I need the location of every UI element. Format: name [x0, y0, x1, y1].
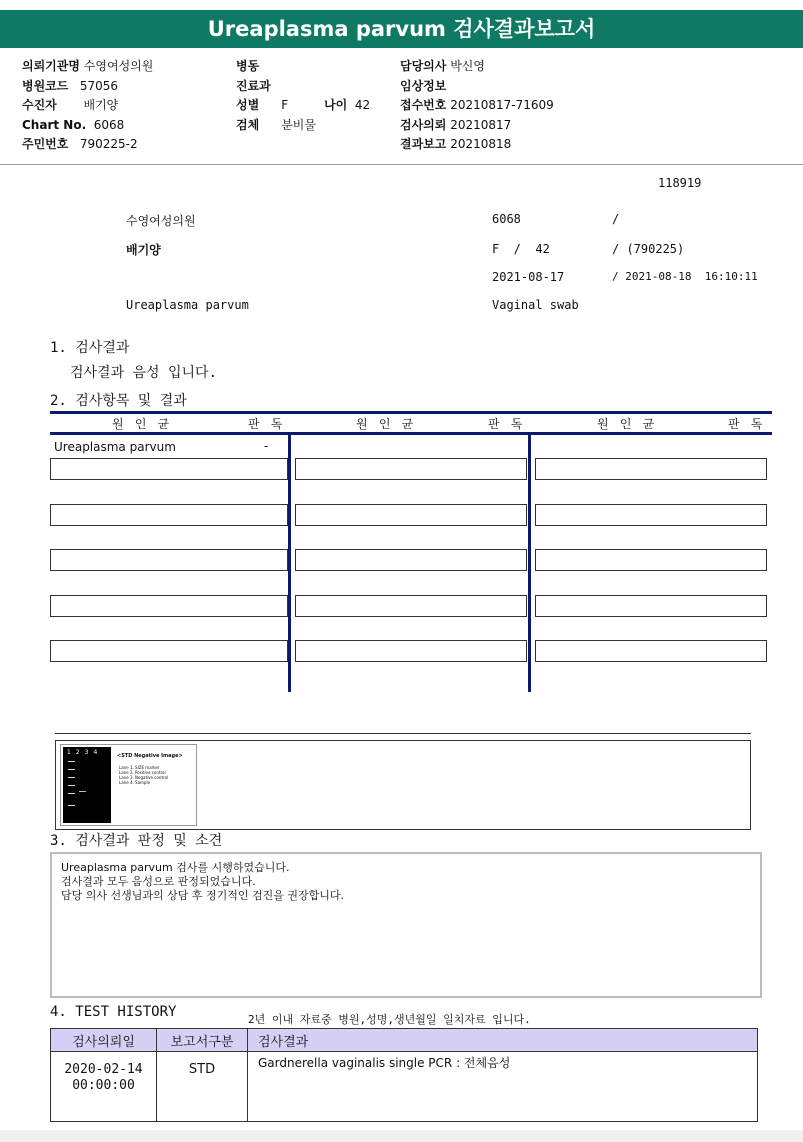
- label-requesting-institution: 의뢰기관명: [22, 59, 80, 73]
- history-header-type: 보고서구분: [157, 1029, 248, 1052]
- value-report-date: 20210818: [450, 137, 512, 151]
- gel-lane-numbers: 1234: [67, 749, 103, 756]
- section1-result: 검사결과 음성 입니다.: [70, 365, 218, 381]
- label-age: 나이: [324, 98, 348, 112]
- value-doctor: 박신영: [450, 59, 485, 73]
- section1-title: 1. 검사결과: [50, 340, 130, 356]
- image-area-rule: [55, 733, 751, 734]
- result-cell: [535, 549, 767, 571]
- info-test-name: Ureaplasma parvum: [126, 298, 249, 312]
- column-divider-1: [288, 432, 291, 692]
- result-cell: [295, 640, 527, 662]
- label-specimen: 검체: [236, 117, 260, 132]
- gel-band: [68, 805, 75, 806]
- result-cell: [295, 504, 527, 526]
- result-cell: [295, 549, 527, 571]
- label-report-date: 결과보고: [400, 137, 447, 151]
- history-header-result: 검사결과: [248, 1029, 758, 1052]
- gel-band: [79, 791, 86, 792]
- value-hospital-code: 57056: [79, 78, 119, 93]
- value-sex: F: [281, 98, 289, 112]
- info-request-date: 2021-08-17: [492, 270, 565, 284]
- result-cell: [295, 595, 527, 617]
- info-specimen: Vaginal swab: [492, 298, 579, 312]
- value-patient: 배기양: [83, 98, 119, 112]
- history-date: 2020-02-14 00:00:00: [51, 1052, 157, 1122]
- label-chart-no: Chart No.: [22, 117, 87, 132]
- label-clinical-info: 임상정보: [400, 78, 447, 93]
- col-pathogen-2: 원 인 균: [356, 417, 416, 431]
- header-left: [22, 57, 153, 155]
- info-chart: 6068: [492, 212, 521, 226]
- col-pathogen-1: 원 인 균: [112, 417, 172, 431]
- result-cell: [50, 458, 288, 480]
- column-divider-2: [528, 432, 531, 692]
- label-resident-no: 주민번호: [22, 137, 69, 151]
- result-cell: [295, 458, 527, 480]
- history-table: [50, 1028, 758, 1122]
- opinion-line: Ureaplasma parvum 검사를 시행하였습니다.: [61, 861, 290, 874]
- section3-title: 3. 검사결과 판정 및 소견: [50, 833, 223, 849]
- result-cell: [50, 595, 288, 617]
- label-hospital-code: 병원코드: [22, 78, 69, 93]
- report-id: 118919: [658, 176, 702, 190]
- table-row: [51, 1052, 758, 1122]
- header-mid: [236, 57, 370, 135]
- label-sex: 성별: [236, 98, 260, 112]
- result-cell: [535, 640, 767, 662]
- item-ureaplasma-result: -: [264, 439, 269, 453]
- page-footer: [0, 1130, 803, 1142]
- gel-band: [68, 761, 75, 762]
- value-reception-no: 20210817-71609: [450, 98, 554, 112]
- info-patient: 배기양: [126, 243, 161, 257]
- info-clinic: 수영여성의원: [126, 214, 196, 228]
- header-divider: [0, 164, 803, 165]
- history-result: Gardnerella vaginalis single PCR : 전체음성: [248, 1052, 758, 1122]
- gel-band: [68, 785, 75, 786]
- gel-legend: Lane 1. SIZE marker Lane 2. Positive control Lane 3. Negative control Lane 4. Sample: [119, 765, 169, 785]
- info-sex-age: F / 42: [492, 242, 550, 256]
- section2-title: 2. 검사항목 및 결과: [50, 393, 187, 409]
- col-pathogen-3: 원 인 균: [597, 417, 657, 431]
- opinion-box: [50, 852, 762, 998]
- value-chart-no: 6068: [93, 117, 125, 132]
- gel-band: [68, 769, 75, 770]
- info-report-datetime: / 2021-08-18 16:10:11: [612, 270, 758, 283]
- result-cell: [50, 549, 288, 571]
- result-cell: [50, 640, 288, 662]
- label-doctor: 담당의사: [400, 59, 447, 73]
- value-request-date: 20210817: [450, 117, 512, 132]
- history-note: 2년 이내 자료중 병원,성명,생년월일 일치자료 입니다.: [248, 1013, 531, 1026]
- table-top-border: [50, 411, 772, 414]
- value-age: 42: [354, 98, 371, 112]
- label-request-date: 검사의뢰: [400, 117, 447, 132]
- gel-band: [68, 777, 75, 778]
- info-birth: / (790225): [612, 242, 685, 256]
- result-cell: [50, 504, 288, 526]
- item-ureaplasma-parvum: Ureaplasma parvum: [54, 440, 176, 454]
- value-resident-no: 790225-2: [79, 137, 138, 151]
- opinion-line: 검사결과 모두 음성으로 판정되었습니다.: [61, 875, 256, 888]
- gel-image-title: <STD Negative Image>: [117, 753, 183, 759]
- table-header-border: [50, 432, 772, 435]
- result-cell: [535, 504, 767, 526]
- header-right: [400, 57, 554, 155]
- value-specimen: 분비물: [281, 117, 316, 132]
- col-judge-3: 판 독: [728, 417, 765, 431]
- history-header-date: 검사의뢰일: [51, 1029, 157, 1052]
- opinion-line: 담당 의사 선생님과의 상담 후 정기적인 검진을 권장합니다.: [61, 889, 344, 902]
- report-title: Ureaplasma parvum 검사결과보고서: [0, 10, 803, 48]
- gel-image: [60, 744, 197, 826]
- result-cell: [535, 458, 767, 480]
- result-cell: [535, 595, 767, 617]
- col-judge-2: 판 독: [488, 417, 525, 431]
- label-patient: 수진자: [22, 98, 57, 112]
- label-department: 진료과: [236, 78, 271, 93]
- label-reception-no: 접수번호: [400, 98, 447, 112]
- label-ward: 병동: [236, 59, 260, 73]
- value-requesting-institution: 수영여성의원: [83, 59, 154, 73]
- col-judge-1: 판 독: [248, 417, 285, 431]
- gel-band: [68, 793, 75, 794]
- gel-photo: [63, 747, 111, 823]
- history-type: STD: [157, 1052, 248, 1122]
- section4-title: 4. TEST HISTORY: [50, 1004, 177, 1020]
- info-slash: /: [612, 212, 620, 226]
